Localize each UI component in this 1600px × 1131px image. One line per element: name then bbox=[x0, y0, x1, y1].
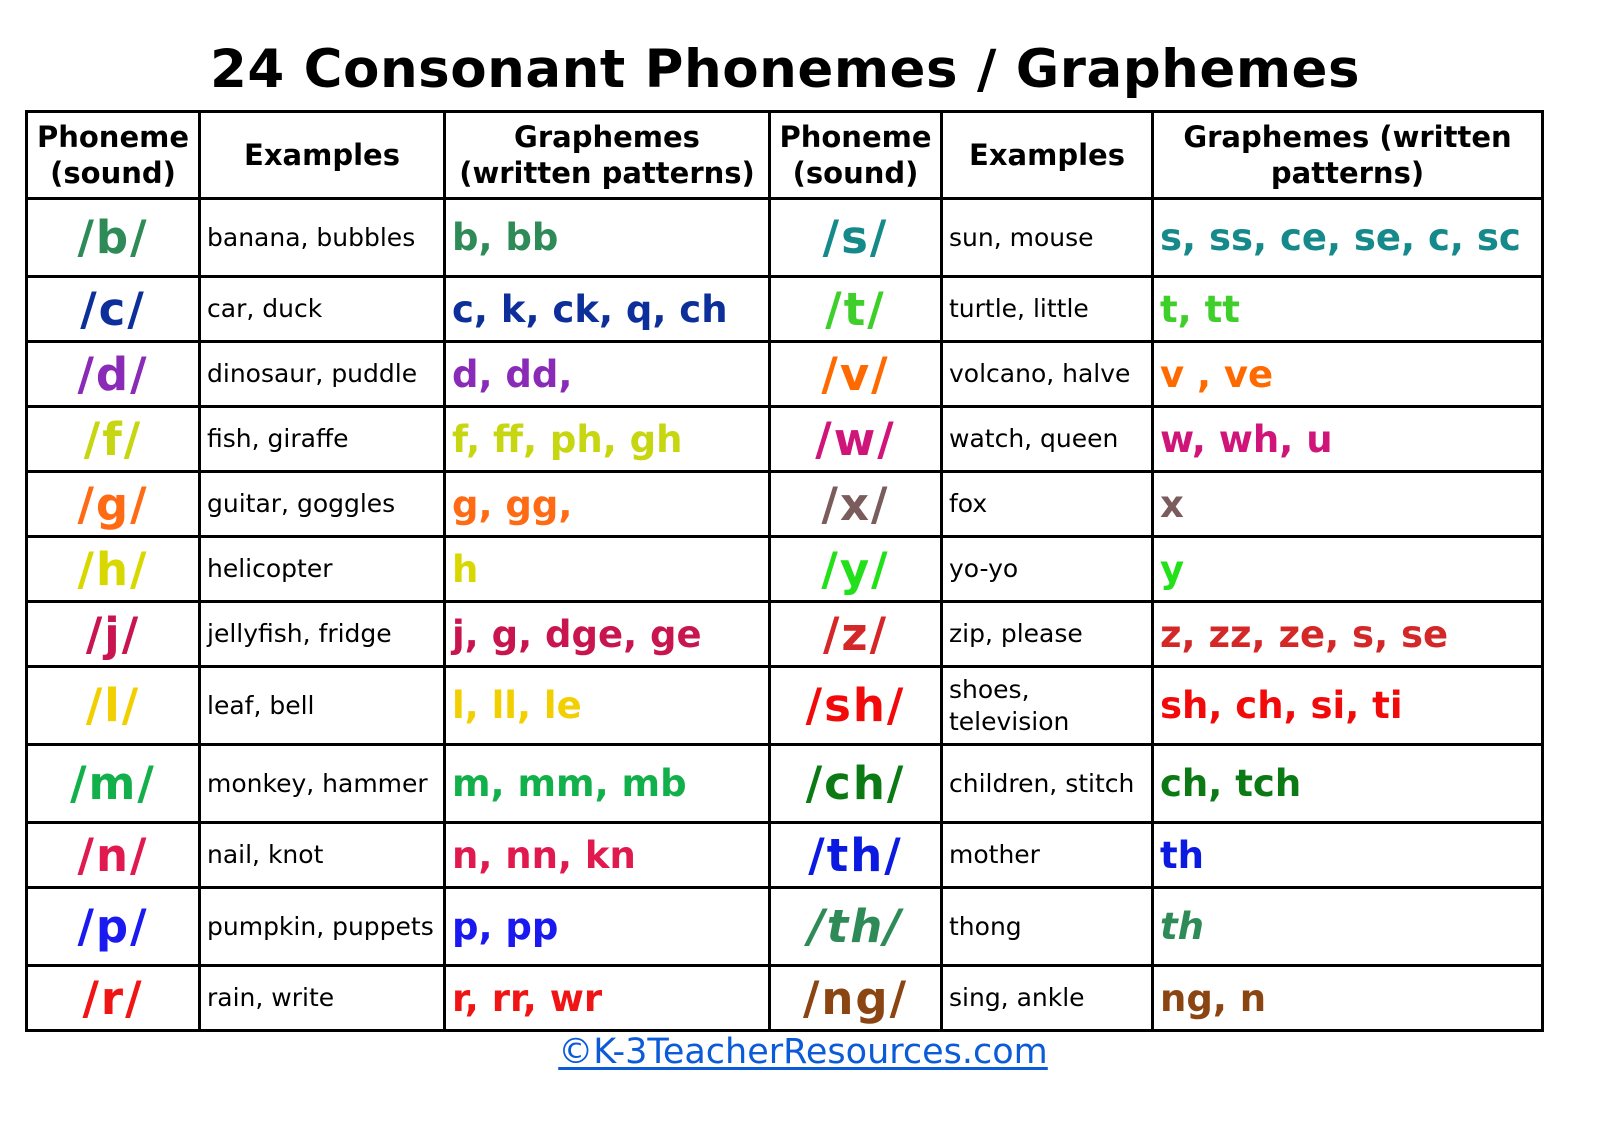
table-row bbox=[27, 277, 1543, 342]
examples-cell-left: pumpkin, puppets bbox=[200, 888, 445, 966]
phoneme-cell-right: /x/ bbox=[770, 472, 942, 537]
phoneme-cell-left: /f/ bbox=[27, 407, 200, 472]
graphemes-cell-left: m, mm, mb bbox=[445, 745, 770, 823]
phoneme-cell-left: /d/ bbox=[27, 342, 200, 407]
graphemes-cell-left: f, ff, ph, gh bbox=[445, 407, 770, 472]
graphemes-cell-right: th bbox=[1153, 888, 1543, 966]
graphemes-cell-left: d, dd, bbox=[445, 342, 770, 407]
phoneme-cell-left: /p/ bbox=[27, 888, 200, 966]
header-row bbox=[27, 112, 1543, 199]
phoneme-cell-left: /n/ bbox=[27, 823, 200, 888]
examples-cell-right: thong bbox=[942, 888, 1153, 966]
graphemes-cell-right: x bbox=[1153, 472, 1543, 537]
examples-cell-right: zip, please bbox=[942, 602, 1153, 667]
phoneme-cell-left: /m/ bbox=[27, 745, 200, 823]
table-row bbox=[27, 966, 1543, 1031]
examples-cell-right: sun, mouse bbox=[942, 199, 1153, 277]
phoneme-cell-right: /v/ bbox=[770, 342, 942, 407]
table-row bbox=[27, 407, 1543, 472]
examples-cell-left: guitar, goggles bbox=[200, 472, 445, 537]
copyright-footer bbox=[0, 1030, 1600, 1074]
graphemes-cell-right: s, ss, ce, se, c, sc bbox=[1153, 199, 1543, 277]
examples-cell-left: rain, write bbox=[200, 966, 445, 1031]
header-examples-right: Examples bbox=[942, 112, 1153, 199]
graphemes-cell-right: th bbox=[1153, 823, 1543, 888]
table-row bbox=[27, 199, 1543, 277]
graphemes-cell-left: r, rr, wr bbox=[445, 966, 770, 1031]
examples-cell-right: yo-yo bbox=[942, 537, 1153, 602]
phoneme-cell-right: /th/ bbox=[770, 823, 942, 888]
phoneme-cell-right: /t/ bbox=[770, 277, 942, 342]
graphemes-cell-right: t, tt bbox=[1153, 277, 1543, 342]
examples-cell-left: leaf, bell bbox=[200, 667, 445, 745]
header-examples-left: Examples bbox=[200, 112, 445, 199]
graphemes-cell-right: ch, tch bbox=[1153, 745, 1543, 823]
header-phoneme-left: Phoneme (sound) bbox=[27, 112, 200, 199]
header-graphemes-right: Graphemes (written patterns) bbox=[1153, 112, 1543, 199]
table-row bbox=[27, 472, 1543, 537]
examples-cell-right: turtle, little bbox=[942, 277, 1153, 342]
header-phoneme-right: Phoneme (sound) bbox=[770, 112, 942, 199]
examples-cell-left: fish, giraffe bbox=[200, 407, 445, 472]
graphemes-cell-right: z, zz, ze, s, se bbox=[1153, 602, 1543, 667]
graphemes-cell-right: y bbox=[1153, 537, 1543, 602]
phoneme-cell-right: /ng/ bbox=[770, 966, 942, 1031]
graphemes-cell-right: sh, ch, si, ti bbox=[1153, 667, 1543, 745]
graphemes-cell-left: c, k, ck, q, ch bbox=[445, 277, 770, 342]
graphemes-cell-right: ng, n bbox=[1153, 966, 1543, 1031]
examples-cell-left: helicopter bbox=[200, 537, 445, 602]
phoneme-table bbox=[25, 110, 1544, 1032]
phoneme-cell-left: /l/ bbox=[27, 667, 200, 745]
examples-cell-left: banana, bubbles bbox=[200, 199, 445, 277]
graphemes-cell-left: l, ll, le bbox=[445, 667, 770, 745]
examples-cell-right: mother bbox=[942, 823, 1153, 888]
graphemes-cell-left: p, pp bbox=[445, 888, 770, 966]
examples-cell-right: watch, queen bbox=[942, 407, 1153, 472]
examples-cell-left: dinosaur, puddle bbox=[200, 342, 445, 407]
header-graphemes-left: Graphemes (written patterns) bbox=[445, 112, 770, 199]
phoneme-cell-right: /y/ bbox=[770, 537, 942, 602]
phoneme-cell-left: /j/ bbox=[27, 602, 200, 667]
phoneme-cell-left: /h/ bbox=[27, 537, 200, 602]
phoneme-cell-right: /s/ bbox=[770, 199, 942, 277]
footer-link[interactable]: ©K-3TeacherResources.com bbox=[558, 1032, 1048, 1072]
examples-cell-left: jellyfish, fridge bbox=[200, 602, 445, 667]
graphemes-cell-right: v , ve bbox=[1153, 342, 1543, 407]
examples-cell-right: sing, ankle bbox=[942, 966, 1153, 1031]
phoneme-cell-left: /r/ bbox=[27, 966, 200, 1031]
page-title: 24 Consonant Phonemes / Graphemes bbox=[209, 39, 1361, 100]
examples-cell-right: volcano, halve bbox=[942, 342, 1153, 407]
phoneme-cell-right: /ch/ bbox=[770, 745, 942, 823]
table-row bbox=[27, 745, 1543, 823]
phoneme-cell-left: /g/ bbox=[27, 472, 200, 537]
table-row bbox=[27, 602, 1543, 667]
graphemes-cell-left: n, nn, kn bbox=[445, 823, 770, 888]
graphemes-cell-left: g, gg, bbox=[445, 472, 770, 537]
examples-cell-right: fox bbox=[942, 472, 1153, 537]
phoneme-cell-right: /w/ bbox=[770, 407, 942, 472]
table-row bbox=[27, 342, 1543, 407]
graphemes-cell-left: j, g, dge, ge bbox=[445, 602, 770, 667]
phoneme-cell-left: /b/ bbox=[27, 199, 200, 277]
table-row bbox=[27, 537, 1543, 602]
phoneme-cell-right: /z/ bbox=[770, 602, 942, 667]
graphemes-cell-left: b, bb bbox=[445, 199, 770, 277]
phoneme-cell-right: /sh/ bbox=[770, 667, 942, 745]
examples-cell-right: shoes, television bbox=[942, 667, 1153, 745]
phoneme-cell-left: /c/ bbox=[27, 277, 200, 342]
graphemes-cell-left: h bbox=[445, 537, 770, 602]
examples-cell-right: children, stitch bbox=[942, 745, 1153, 823]
table-row bbox=[27, 823, 1543, 888]
phoneme-cell-right: /th/ bbox=[770, 888, 942, 966]
examples-cell-left: monkey, hammer bbox=[200, 745, 445, 823]
examples-cell-left: nail, knot bbox=[200, 823, 445, 888]
table-row bbox=[27, 888, 1543, 966]
graphemes-cell-right: w, wh, u bbox=[1153, 407, 1543, 472]
table-row bbox=[27, 667, 1543, 745]
examples-cell-left: car, duck bbox=[200, 277, 445, 342]
